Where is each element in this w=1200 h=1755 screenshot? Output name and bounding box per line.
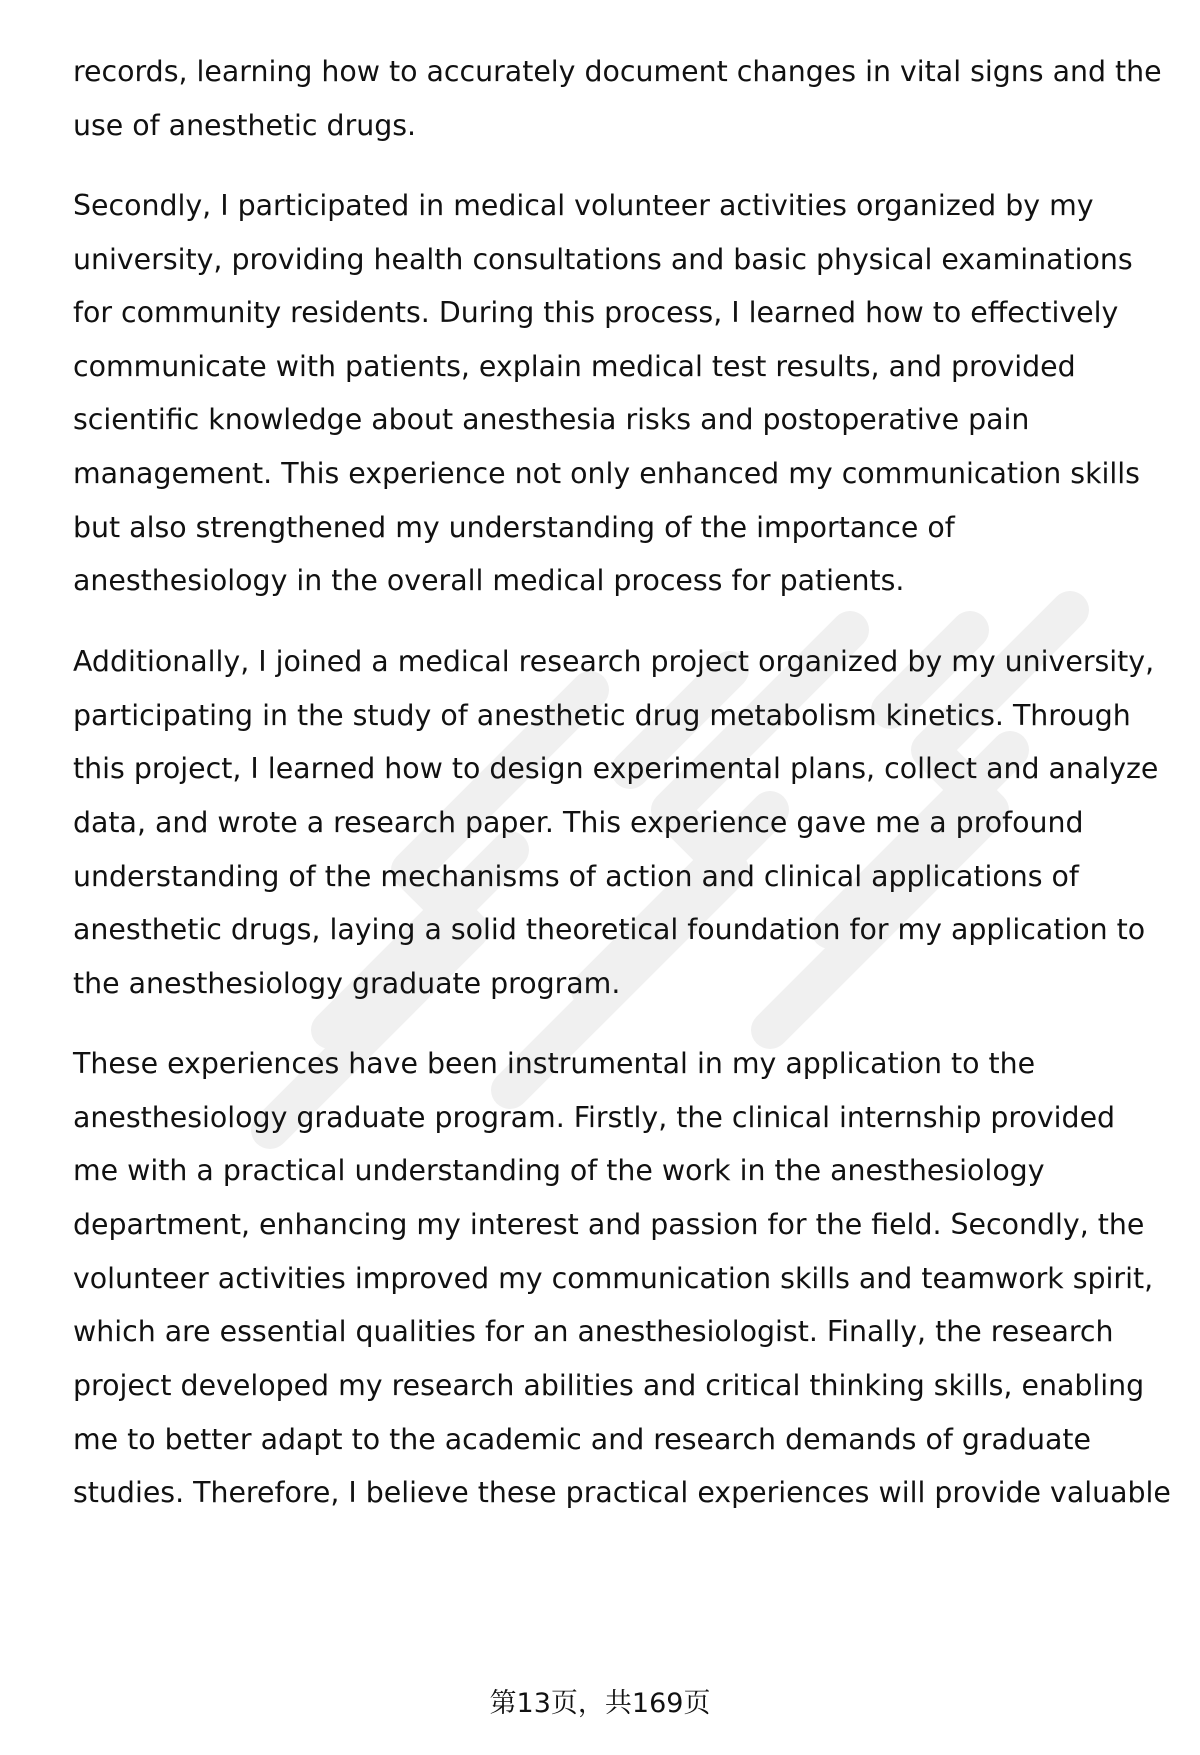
text-line: anesthesiology graduate program. Firstly, the clinical internship provided (73, 1101, 1116, 1134)
text-line: me with a practical understanding of the work in the anesthesiology (73, 1154, 1045, 1187)
text-line: which are essential qualities for an anesthesiologist. Finally, the research (73, 1315, 1114, 1348)
text-line: university, providing health consultations and basic physical examinations (73, 243, 1133, 276)
text-line: department, enhancing my interest and passion for the field. Secondly, the (73, 1208, 1145, 1241)
text-line: the anesthesiology graduate program. (73, 967, 621, 1000)
text-line: use of anesthetic drugs. (73, 109, 417, 142)
text-line: data, and wrote a research paper. This experience gave me a profound (73, 806, 1084, 839)
text-line: project developed my research abilities and critical thinking skills, enabling (73, 1369, 1145, 1402)
text-line: management. This experience not only enhanced my communication skills (73, 457, 1140, 490)
text-line: for community residents. During this process, I learned how to effectively (73, 296, 1119, 329)
text-line: Additionally, I joined a medical research project organized by my university, (73, 645, 1155, 678)
text-line: but also strengthened my understanding of the importance of (73, 511, 955, 544)
text-line: studies. Therefore, I believe these practical experiences will provide valuable (73, 1476, 1171, 1509)
text-line: scientific knowledge about anesthesia risks and postoperative pain (73, 403, 1030, 436)
text-line: Secondly, I participated in medical volunteer activities organized by my (73, 189, 1094, 222)
text-line: me to better adapt to the academic and research demands of graduate (73, 1423, 1091, 1456)
text-line: anesthetic drugs, laying a solid theoretical foundation for my application to (73, 913, 1146, 946)
text-line: records, learning how to accurately document changes in vital signs and the (73, 55, 1162, 88)
text-line: volunteer activities improved my communication skills and teamwork spirit, (73, 1262, 1154, 1295)
text-line: communicate with patients, explain medical test results, and provided (73, 350, 1076, 383)
text-line: These experiences have been instrumental in my application to the (73, 1047, 1036, 1080)
text-line: participating in the study of anesthetic drug metabolism kinetics. Through (73, 699, 1131, 732)
page-number-footer: 第13页，共169页 (489, 1688, 711, 1719)
text-line: anesthesiology in the overall medical process for patients. (73, 564, 905, 597)
text-line: this project, I learned how to design experimental plans, collect and analyze (73, 752, 1159, 785)
text-line: understanding of the mechanisms of action and clinical applications of (73, 860, 1079, 893)
